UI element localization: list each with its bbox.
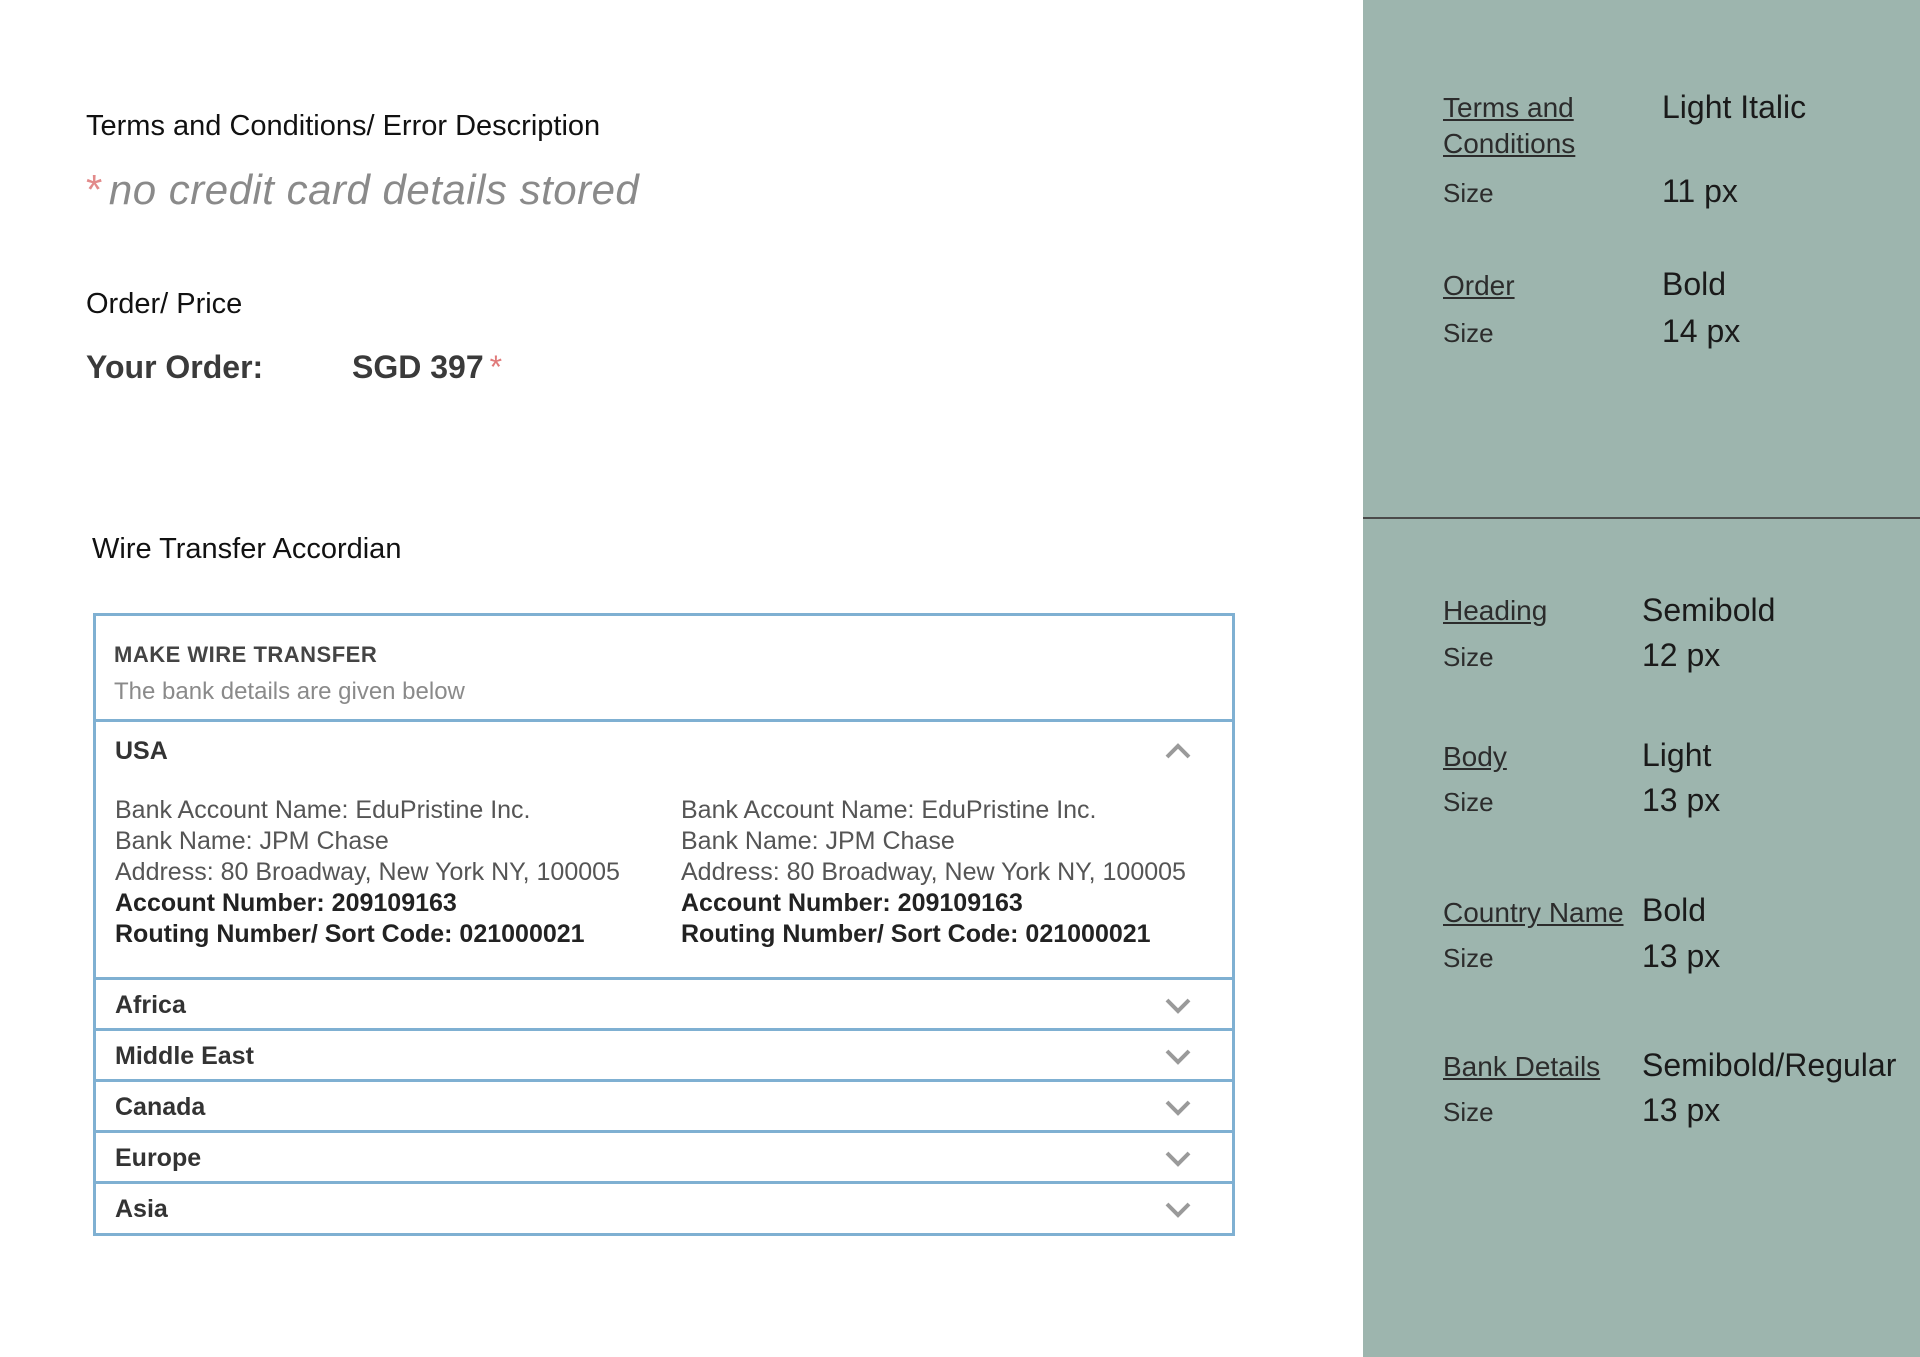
chevron-down-icon[interactable] xyxy=(1164,1149,1192,1169)
spec-size-order: 14 px xyxy=(1662,313,1741,349)
spec-name-order: Order xyxy=(1443,270,1515,301)
chevron-down-icon[interactable] xyxy=(1164,1047,1192,1067)
section-label-order: Order/ Price xyxy=(86,288,243,320)
bank-name: Bank Name: JPM Chase xyxy=(681,827,955,855)
spec-size-country: 13 px xyxy=(1642,938,1721,974)
account-number: Account Number: 209109163 xyxy=(115,889,457,917)
order-label: Your Order: xyxy=(86,349,264,385)
bank-account-name: Bank Account Name: EduPristine Inc. xyxy=(115,796,531,824)
bank-address: Address: 80 Broadway, New York NY, 100005 xyxy=(681,858,1186,886)
accordion-panel-usa xyxy=(96,722,1232,980)
spec-size-label: Size xyxy=(1443,178,1494,208)
accordion-row-middle-east[interactable] xyxy=(96,1031,1232,1082)
accordion-row-asia[interactable] xyxy=(96,1184,1232,1235)
spec-style-terms: Light Italic xyxy=(1662,89,1807,125)
spec-name-heading: Heading xyxy=(1443,595,1548,626)
spec-name-country: Country Name xyxy=(1443,897,1624,928)
spec-style-country: Bold xyxy=(1642,892,1707,928)
accordion-row-canada[interactable] xyxy=(96,1082,1232,1133)
spec-name-bank: Bank Details xyxy=(1443,1051,1601,1082)
spec-style-body: Light xyxy=(1642,737,1712,773)
section-label-wire: Wire Transfer Accordian xyxy=(92,533,402,565)
spec-size-label: Size xyxy=(1443,1097,1494,1127)
spec-size-label: Size xyxy=(1443,787,1494,817)
accordion-subheading: The bank details are given below xyxy=(114,678,465,705)
bank-address: Address: 80 Broadway, New York NY, 100005 xyxy=(115,858,620,886)
spec-size-label: Size xyxy=(1443,943,1494,973)
spec-style-order: Bold xyxy=(1662,266,1727,302)
routing-number: Routing Number/ Sort Code: 021000021 xyxy=(115,920,585,948)
country-name: Africa xyxy=(115,991,186,1019)
spec-size-body: 13 px xyxy=(1642,782,1721,818)
chevron-down-icon[interactable] xyxy=(1164,996,1192,1016)
bank-name: Bank Name: JPM Chase xyxy=(115,827,389,855)
spec-size-heading: 12 px xyxy=(1642,637,1721,673)
chevron-up-icon[interactable] xyxy=(1164,740,1192,760)
spec-style-bank: Semibold/Regular xyxy=(1642,1047,1897,1083)
spec-name-terms: Terms and Conditions xyxy=(1443,92,1576,159)
typography-spec-panel xyxy=(1363,0,1920,1357)
accordion-row-europe[interactable] xyxy=(96,1133,1232,1184)
spec-size-bank: 13 px xyxy=(1642,1092,1721,1128)
accordion-heading: MAKE WIRE TRANSFER xyxy=(114,642,378,667)
order-price xyxy=(352,349,502,386)
spec-size-terms: 11 px xyxy=(1662,173,1738,209)
accordion-row-africa[interactable] xyxy=(96,980,1232,1031)
country-name: Europe xyxy=(115,1144,202,1172)
bank-details-col-1 xyxy=(115,795,620,950)
price-asterisk: * xyxy=(489,349,503,385)
bank-account-name: Bank Account Name: EduPristine Inc. xyxy=(681,796,1097,824)
spec-size-label: Size xyxy=(1443,642,1494,672)
terms-text: no credit card details stored xyxy=(108,166,640,213)
panel-divider xyxy=(1363,517,1920,519)
terms-notice xyxy=(86,166,639,214)
account-number: Account Number: 209109163 xyxy=(681,889,1023,917)
required-asterisk: * xyxy=(86,166,103,213)
section-label-terms: Terms and Conditions/ Error Description xyxy=(86,110,601,142)
chevron-down-icon[interactable] xyxy=(1164,1200,1192,1220)
chevron-down-icon[interactable] xyxy=(1164,1098,1192,1118)
spec-style-heading: Semibold xyxy=(1642,592,1776,628)
accordion-header xyxy=(96,616,1232,722)
wire-transfer-accordion xyxy=(93,613,1235,1236)
routing-number: Routing Number/ Sort Code: 021000021 xyxy=(681,920,1151,948)
country-name: Middle East xyxy=(115,1042,254,1070)
country-name: Canada xyxy=(115,1093,206,1121)
spec-name-body: Body xyxy=(1443,741,1507,772)
bank-details-col-2 xyxy=(681,795,1186,950)
spec-size-label: Size xyxy=(1443,318,1494,348)
accordion-toggle-usa[interactable]: USA xyxy=(115,737,168,765)
order-price-value: SGD 397 xyxy=(352,349,484,385)
country-name: Asia xyxy=(115,1195,168,1223)
